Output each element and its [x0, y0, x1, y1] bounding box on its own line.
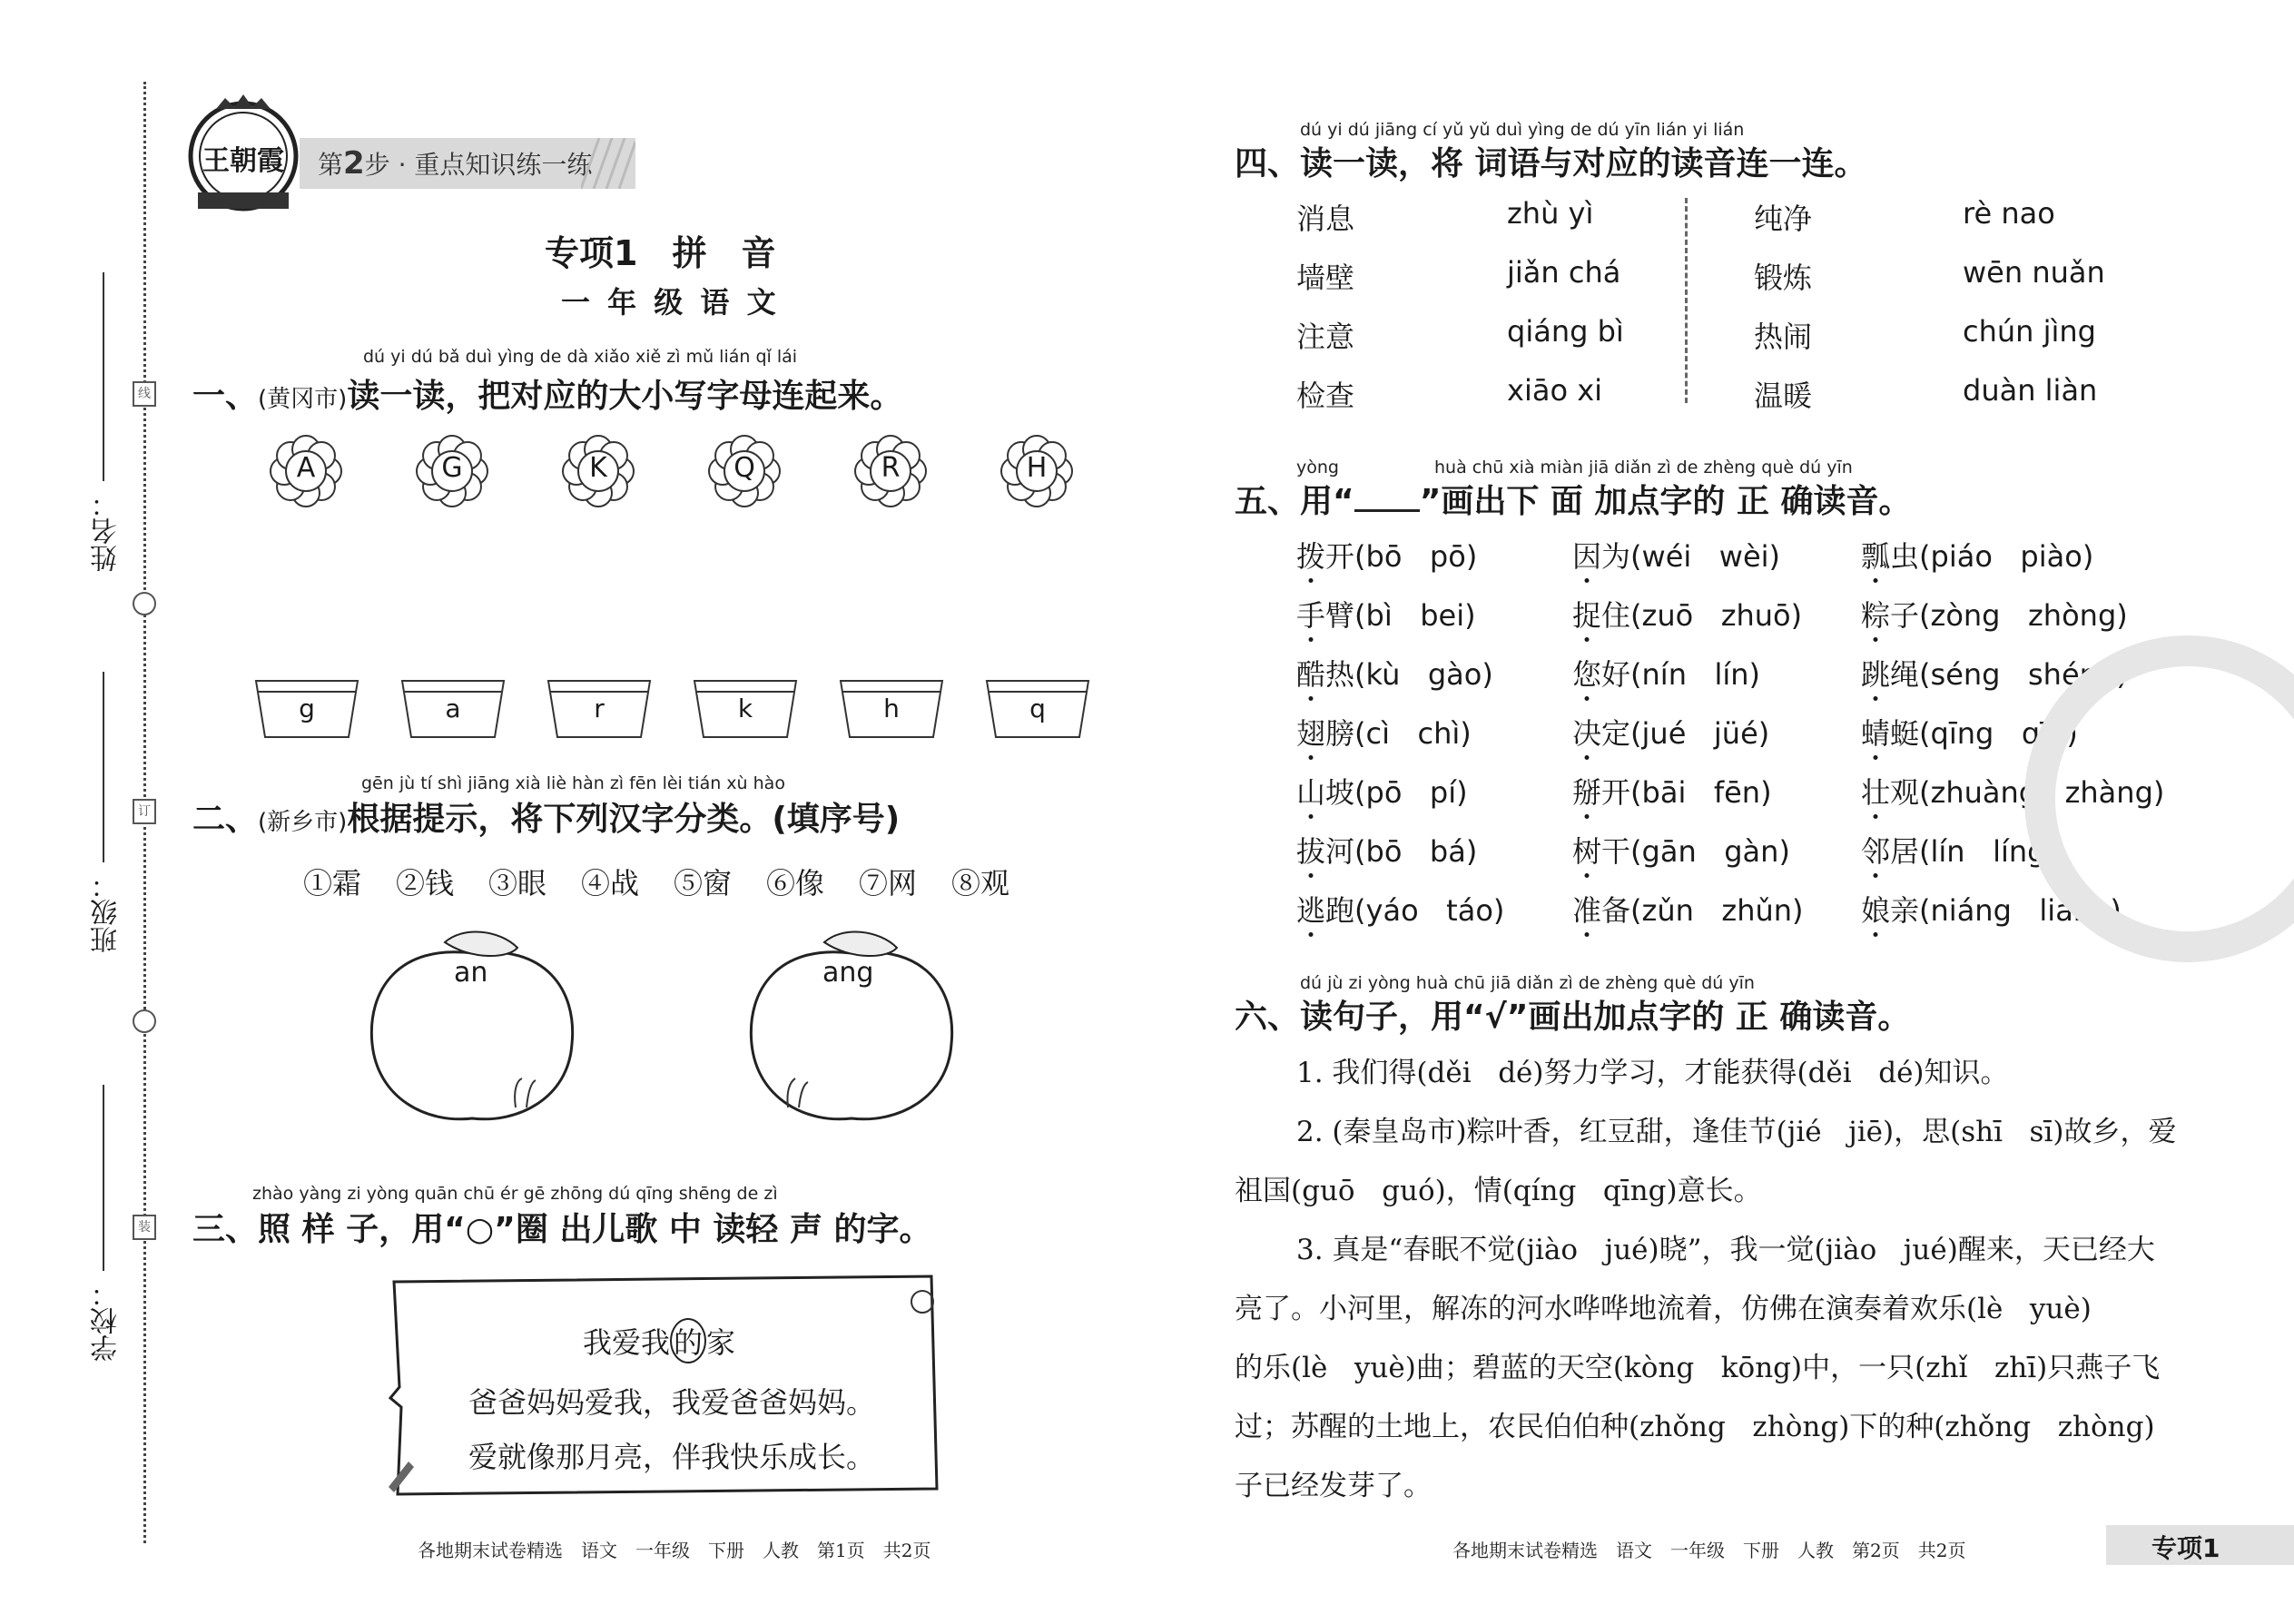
q5-word — [1572, 598, 1630, 633]
q5-item — [1572, 829, 1790, 871]
q5-word-rest: 为 — [1601, 539, 1631, 574]
q2-char: ⑤窗 — [674, 866, 733, 901]
q5-pinyin-options[interactable]: (kù gào) — [1354, 657, 1493, 692]
q5-pinyin-options[interactable]: (cì chì) — [1354, 716, 1472, 751]
q5-item — [1296, 652, 1493, 694]
flower-letter[interactable] — [853, 434, 928, 508]
q5-pinyin-options[interactable]: (pō pí) — [1354, 775, 1468, 810]
q5-item — [1572, 770, 1772, 812]
cup-letter[interactable] — [985, 679, 1090, 739]
q5-item — [1296, 534, 1477, 576]
q5-pinyin-options[interactable]: (wéi wèi) — [1630, 539, 1781, 574]
dotted-char: 拨 — [1296, 539, 1326, 574]
q5-word-rest: 居 — [1890, 834, 1920, 869]
q2-number: 二、 — [192, 801, 259, 838]
class-label: 班级： — [91, 871, 123, 953]
cup-letter-text: k — [737, 694, 753, 723]
q5-word-rest: 跑 — [1325, 893, 1355, 928]
q5-pinyin-options[interactable]: (jué jüé) — [1630, 716, 1770, 751]
q5-word — [1296, 834, 1354, 869]
dotted-char: 山 — [1296, 775, 1326, 810]
q4-word-item[interactable]: 热闹 — [1754, 320, 1813, 354]
q4-word-item[interactable]: 墙壁 — [1296, 261, 1355, 295]
q5-word-rest: 备 — [1601, 893, 1631, 928]
q5-word-rest: 坡 — [1325, 775, 1355, 810]
q2-text: 根据提示，将下列汉字分类。(填序号) — [347, 801, 901, 838]
q5-word — [1861, 775, 1919, 810]
q5-word — [1861, 834, 1919, 869]
dotted-char: 跳 — [1861, 657, 1891, 692]
q5-word — [1861, 598, 1919, 633]
flower-letter-text: R — [881, 452, 901, 484]
footer-left: 各地期末试卷精选 语文 一年级 下册 人教 第1页 共2页 — [418, 1540, 931, 1561]
q2-char: ③眼 — [488, 866, 547, 901]
dotted-char: 准 — [1572, 893, 1602, 928]
q2-char: ①霜 — [303, 866, 362, 901]
footer-right: 各地期末试卷精选 语文 一年级 下册 人教 第2页 共2页 — [1452, 1540, 1966, 1561]
q2-pinyin: gēn jù tí shì jiāng xià liè hàn zì fēn lèi tián xù hào — [361, 773, 785, 793]
q5-pinyin-options[interactable]: (niáng liáng) — [1919, 893, 2122, 928]
q5-pinyin-options[interactable]: (zhuàng zhàng) — [1919, 775, 2165, 810]
q2-char: ⑦网 — [859, 866, 918, 901]
dotted-char: 粽 — [1861, 598, 1891, 633]
cup-letter[interactable] — [254, 679, 359, 739]
poem-title — [583, 1318, 735, 1363]
q5-item — [1861, 593, 2128, 635]
q4-pinyin-item[interactable]: qiáng bì — [1507, 314, 1624, 349]
q5-word — [1296, 657, 1354, 692]
name-label: 姓名： — [91, 490, 123, 572]
q5-pinyin-options[interactable]: (zuō zhuō) — [1630, 598, 1803, 633]
q4-pinyin-item[interactable]: xiāo xi — [1507, 373, 1603, 408]
dotted-char: 您 — [1572, 657, 1602, 692]
q5-word — [1296, 539, 1354, 574]
q4-pinyin: dú yi dú jiāng cí yǔ yǔ duì yìng de dú yīn lián yi lián — [1300, 120, 1745, 140]
q4-pinyin-item[interactable]: wēn nuǎn — [1963, 255, 2105, 290]
q5-pinyin-options[interactable]: (bāi fēn) — [1630, 775, 1772, 810]
q5-word — [1572, 834, 1630, 869]
dotted-char: 决 — [1572, 716, 1602, 751]
q5-pinyin-options[interactable]: (bì bei) — [1354, 598, 1476, 633]
q5-word-rest: 绳 — [1890, 657, 1920, 692]
q5-word — [1861, 893, 1919, 928]
q4-word-item[interactable]: 注意 — [1296, 320, 1355, 354]
apple-an-label: an — [454, 957, 488, 989]
binding-ring — [133, 1009, 156, 1033]
q1-region: (黄冈市) — [258, 386, 348, 413]
q5-pinyin-options[interactable]: (zòng zhòng) — [1919, 598, 2128, 633]
q5-word — [1296, 893, 1354, 928]
q2-char: ⑥像 — [766, 866, 825, 901]
q4-word-item[interactable]: 消息 — [1296, 202, 1355, 236]
q4-word-item[interactable]: 纯净 — [1754, 202, 1813, 236]
dotted-char: 掰 — [1572, 775, 1602, 810]
q5-pinyin-options[interactable]: (yáo táo) — [1354, 893, 1505, 928]
q5-pinyin-options[interactable]: (lín líng) — [1919, 834, 2057, 869]
q6-text: 读句子，用“√”画出加点字的 正 确读音。 — [1300, 999, 1911, 1036]
cup-letter[interactable] — [546, 679, 652, 739]
dotted-char: 树 — [1572, 834, 1602, 869]
q6-line: 3. 真是“春眠不觉(jiào jué)晓”，我一觉(jiào jué)醒来，天已经大 — [1296, 1234, 2155, 1266]
section-title: 专项1 拼 音 — [545, 233, 776, 273]
q5-word-rest: 河 — [1325, 834, 1355, 869]
apple-ang[interactable] — [743, 926, 960, 1126]
apple-an[interactable] — [363, 926, 581, 1126]
q5-number: 五、 — [1235, 483, 1301, 520]
q5-pinyin-options[interactable]: (qīng qīn) — [1919, 716, 2078, 751]
flower-letter[interactable] — [999, 434, 1074, 508]
school-label: 学校： — [91, 1280, 123, 1362]
q2-heading — [192, 793, 900, 840]
q5-pinyin-b: huà chū xià miàn jiā diǎn zì de zhèng què dú yīn — [1434, 458, 1853, 477]
q5-word-rest: 蜓 — [1890, 716, 1920, 751]
q6-line: 子已经发芽了。 — [1235, 1470, 1432, 1502]
q4-pinyin-item[interactable]: chún jìng — [1963, 314, 2096, 349]
q5-word — [1572, 539, 1630, 574]
q6-line: 的乐(lè yuè)曲；碧蓝的天空(kòng kōng)中，一只(zhǐ zhī)只燕子飞 — [1235, 1352, 2161, 1384]
q5-pinyin-a: yòng — [1296, 458, 1339, 477]
q5-item — [1296, 711, 1472, 753]
cup-letter-text: q — [1029, 694, 1046, 723]
q5-word-rest: 定 — [1601, 716, 1631, 751]
dotted-char: 因 — [1572, 539, 1602, 574]
q5-item — [1296, 593, 1476, 635]
cup-letter[interactable] — [693, 679, 798, 739]
step-prefix: 第 — [318, 150, 344, 180]
dotted-char: 蜻 — [1861, 716, 1891, 751]
q5-item — [1572, 593, 1802, 635]
q5-word — [1861, 657, 1919, 692]
dotted-char: 壮 — [1861, 775, 1891, 810]
q1-number: 一、 — [192, 378, 259, 415]
dotted-char: 瓢 — [1861, 539, 1891, 574]
poem-line-1: 爸爸妈妈爱我，我爱爸爸妈妈。 — [468, 1385, 876, 1420]
q5-word — [1296, 716, 1354, 751]
dotted-char: 娘 — [1861, 893, 1891, 928]
step-suffix: 步 · 重点知识练一练 — [364, 150, 593, 180]
q5-item — [1572, 534, 1780, 576]
poem-title-circled-char[interactable]: 的 — [670, 1318, 706, 1363]
flower-letter-text: Q — [733, 452, 755, 484]
q5-item — [1572, 888, 1804, 930]
logo-text: 王朝霞 — [202, 145, 284, 177]
binding-ring — [133, 592, 156, 615]
flower-letter[interactable] — [561, 434, 635, 508]
q3-text: 照 样 子，用“○”圈 出儿歌 中 读轻 声 的字。 — [258, 1211, 932, 1248]
q5-word-rest: 臂 — [1325, 598, 1355, 633]
q2-char: ④战 — [581, 866, 640, 901]
q5-word — [1296, 598, 1354, 633]
q3-number: 三、 — [192, 1211, 259, 1248]
q5-pinyin-options[interactable]: (gān gàn) — [1630, 834, 1790, 869]
q5-pinyin-options[interactable]: (bō bá) — [1354, 834, 1478, 869]
cup-letter[interactable] — [839, 679, 944, 739]
poem-title-pre: 我爱我 — [583, 1325, 671, 1360]
binding-mark-order: 订 — [133, 799, 156, 824]
q4-heading — [1235, 138, 1867, 184]
q6-line: 2. (秦皇岛市)粽叶香，红豆甜，逢佳节(jié jiē)，思(shī sī)故乡，爱 — [1296, 1116, 2177, 1148]
q5-pinyin-options[interactable]: (piáo piào) — [1919, 539, 2094, 574]
binding-mark-fold: 装 — [133, 1215, 156, 1240]
footer-tag — [2106, 1525, 2294, 1565]
dotted-char: 手 — [1296, 598, 1326, 633]
q6-number: 六、 — [1235, 999, 1301, 1036]
q3-pinyin: zhào yàng zi yòng quān chū ér gē zhōng dú qīng shēng de zì — [252, 1184, 778, 1204]
poem-title-post: 家 — [706, 1325, 736, 1360]
q2-region: (新乡市) — [258, 809, 348, 836]
q5-word-rest: 热 — [1325, 657, 1355, 692]
binding-mark-line: 线 — [133, 381, 156, 407]
q5-pinyin-options[interactable]: (séng shéng) — [1919, 657, 2128, 692]
q4-pinyin-item[interactable]: rè nao — [1963, 196, 2055, 231]
flower-letter[interactable] — [415, 434, 489, 508]
section-subtitle: 一 年 级 语 文 — [561, 285, 780, 320]
q5-blank — [1354, 509, 1420, 512]
q5-pinyin-options[interactable]: (nín lín) — [1630, 657, 1761, 692]
q5-word-rest: 好 — [1601, 657, 1631, 692]
q5-word-rest: 住 — [1601, 598, 1631, 633]
logo — [180, 91, 307, 218]
q2-char: ⑧观 — [951, 866, 1010, 901]
dotted-char: 拔 — [1296, 834, 1326, 869]
q4-text: 读一读，将 词语与对应的读音连一连。 — [1300, 145, 1867, 182]
flower-letter-text: G — [441, 452, 463, 484]
dotted-char: 捉 — [1572, 598, 1602, 633]
poem-line-2: 爱就像那月亮，伴我快乐成长。 — [468, 1440, 876, 1474]
cup-letter-text: g — [299, 694, 315, 723]
q5-text-b: ”画出下 面 加点字的 正 确读音。 — [1419, 483, 1912, 520]
q1-text: 读一读，把对应的大小写字母连起来。 — [347, 378, 903, 415]
flower-letter-text: A — [296, 452, 316, 484]
q6-pinyin: dú jù zi yòng huà chū jiā diǎn zì de zhèng què dú yīn — [1300, 973, 1755, 993]
q5-word-rest: 亲 — [1890, 893, 1920, 928]
q5-word-rest: 观 — [1890, 775, 1920, 810]
q4-pinyin-item[interactable]: jiǎn chá — [1507, 255, 1621, 290]
q5-item — [1861, 534, 2093, 576]
flower-letter-text: H — [1026, 452, 1048, 484]
q6-line: 祖国(guō guó)，情(qíng qīng)意长。 — [1235, 1175, 1762, 1207]
q4-word-item[interactable]: 检查 — [1296, 379, 1355, 413]
q4-number: 四、 — [1235, 145, 1301, 182]
q5-item — [1296, 888, 1504, 930]
q3-heading — [192, 1204, 931, 1250]
q5-word — [1861, 716, 1919, 751]
cup-letter-text: r — [594, 694, 605, 723]
q4-divider — [1685, 198, 1688, 403]
q5-heading — [1235, 476, 1911, 522]
footer-tag-label: 专项1 — [2151, 1533, 2220, 1563]
q5-word-rest: 开 — [1601, 775, 1631, 810]
q5-item — [1572, 652, 1760, 694]
q5-word-rest: 开 — [1325, 539, 1355, 574]
step-number: 2 — [343, 145, 365, 182]
q5-item — [1296, 829, 1477, 871]
dotted-char: 逃 — [1296, 893, 1326, 928]
name-field[interactable] — [103, 272, 104, 481]
q5-word — [1572, 716, 1630, 751]
flower-letter[interactable] — [269, 434, 343, 508]
apple-ang-label: ang — [822, 957, 874, 989]
q4-word-item[interactable]: 锻炼 — [1754, 261, 1813, 295]
cup-letter-text: h — [883, 694, 900, 723]
q5-word-rest: 虫 — [1890, 539, 1920, 574]
q5-word — [1861, 539, 1919, 574]
q5-word — [1572, 893, 1630, 928]
q1-pinyin: dú yi dú bǎ duì yìng de dà xiǎo xiě zì mǔ lián qǐ lái — [363, 347, 798, 367]
q5-item — [1572, 711, 1769, 753]
q5-word-rest: 干 — [1601, 834, 1631, 869]
dotted-char: 翅 — [1296, 716, 1326, 751]
q6-line: 亮了。小河里，解冻的河水哗哗地流着，仿佛在演奏着欢乐(lè yuè) — [1235, 1293, 2092, 1325]
q5-word — [1572, 775, 1630, 810]
q5-item — [1296, 770, 1468, 812]
q1-heading — [192, 370, 902, 417]
banner-stripes — [581, 138, 635, 192]
cup-letter[interactable] — [400, 679, 506, 739]
flower-letter[interactable] — [707, 434, 782, 508]
q5-word-rest: 子 — [1890, 598, 1920, 633]
q6-heading — [1235, 991, 1910, 1038]
q5-text-a: 用“ — [1300, 483, 1354, 520]
cup-letter-text: a — [445, 694, 461, 723]
class-field[interactable] — [103, 672, 104, 862]
q4-pinyin-item[interactable]: duàn liàn — [1963, 373, 2098, 408]
q6-line: 过；苏醒的土地上，农民伯伯种(zhǒng zhòng)下的种(zhǒng zhòng) — [1235, 1411, 2155, 1443]
q4-word-item[interactable]: 温暖 — [1754, 379, 1813, 413]
q6-line: 1. 我们得(děi dé)努力学习，才能获得(děi dé)知识。 — [1296, 1057, 2009, 1089]
q5-word-rest: 膀 — [1325, 716, 1355, 751]
dotted-char: 酷 — [1296, 657, 1326, 692]
q5-pinyin-options[interactable]: (zǔn zhǔn) — [1630, 893, 1804, 928]
q5-word — [1296, 775, 1354, 810]
q2-char: ②钱 — [396, 866, 455, 901]
dotted-char: 邻 — [1861, 834, 1891, 869]
poem-card — [381, 1271, 944, 1498]
q5-pinyin-options[interactable]: (bō pō) — [1354, 539, 1478, 574]
school-field[interactable] — [103, 1085, 104, 1271]
q5-word — [1572, 657, 1630, 692]
q4-pinyin-item[interactable]: zhù yì — [1507, 196, 1594, 231]
flower-letter-text: K — [589, 452, 607, 484]
